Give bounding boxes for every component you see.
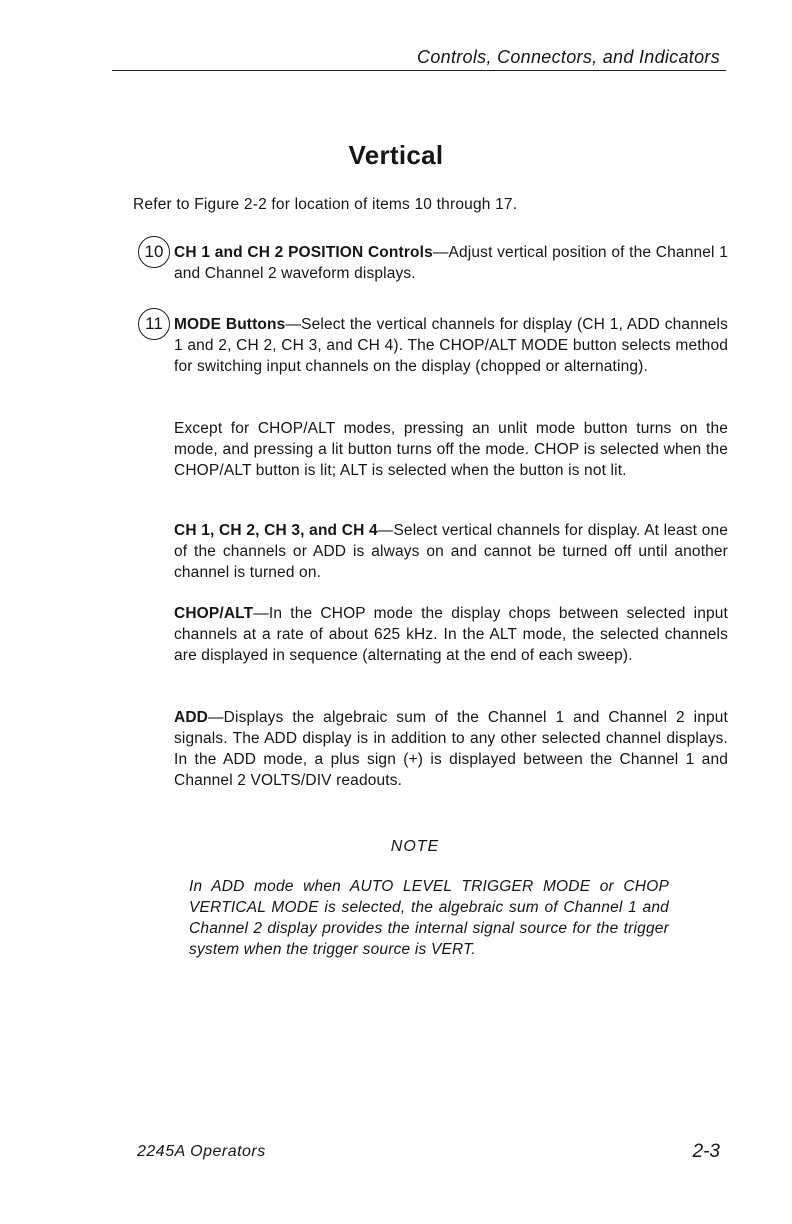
- item-number-badge: 10: [138, 236, 170, 268]
- item-mode-buttons: [174, 314, 728, 377]
- channels-paragraph: [174, 520, 728, 583]
- section-title: Vertical: [348, 140, 444, 170]
- item-text: —Select the vertical channels for display (CH 1, ADD channels 1 and 2, CH 2, CH 3, and CH 4). The CHOP/ALT MODE button selects method for switching input channels on the display (chopped or alternating).: [174, 316, 728, 375]
- item-text: —Adjust vertical position of the Channel 1 and Channel 2 waveform displays.: [174, 244, 729, 282]
- paragraph-text: —Select vertical channels for display. At least one of the channels or ADD is always on and cannot be turned off until another channel is turned on.: [174, 522, 729, 581]
- footer-manual-title: 2245A Operators: [137, 1143, 266, 1160]
- paragraph-lead: ADD: [174, 709, 209, 726]
- footer-page-number: 2-3: [692, 1141, 720, 1162]
- paragraph-text: —In the CHOP mode the display chops between selected input channels at a rate of about 625 kHz. In the ALT mode, the selected channels are displayed in sequence (alternating at the end of each sweep).: [174, 605, 728, 664]
- paragraph-lead: CHOP/ALT: [174, 605, 254, 622]
- note-heading: NOTE: [390, 838, 440, 855]
- note-body: In ADD mode when AUTO LEVEL TRIGGER MODE or CHOP VERTICAL MODE is selected, the algebraic sum of Channel 1 and Channel 2 display provides the internal signal source for the trigger system when the trigger source is VERT.: [189, 878, 669, 958]
- mode-paragraph: Except for CHOP/ALT modes, pressing an unlit mode button turns on the mode, and pressing a lit button turns off the mode. CHOP is selected when the CHOP/ALT button is lit; ALT is selected when the button is not lit.: [174, 420, 728, 479]
- item-lead: MODE Buttons: [174, 316, 286, 333]
- item-position-controls: [174, 242, 728, 284]
- running-header: Controls, Connectors, and Indicators: [417, 47, 720, 67]
- paragraph-lead: CH 1, CH 2, CH 3, and CH 4: [174, 522, 378, 539]
- item-number-badge: 11: [138, 308, 170, 340]
- item-lead: CH 1 and CH 2 POSITION Controls: [174, 244, 433, 261]
- add-paragraph: [174, 707, 728, 791]
- paragraph-text: —Displays the algebraic sum of the Channel 1 and Channel 2 input signals. The ADD display is in addition to any other selected channel displays. In the ADD mode, a plus sign (+) is displayed between the Channel 1 and Channel 2 VOLTS/DIV readouts.: [174, 709, 728, 789]
- header-rule: [112, 70, 726, 71]
- chop-alt-paragraph: [174, 603, 728, 666]
- section-intro: Refer to Figure 2-2 for location of items 10 through 17.: [133, 196, 518, 213]
